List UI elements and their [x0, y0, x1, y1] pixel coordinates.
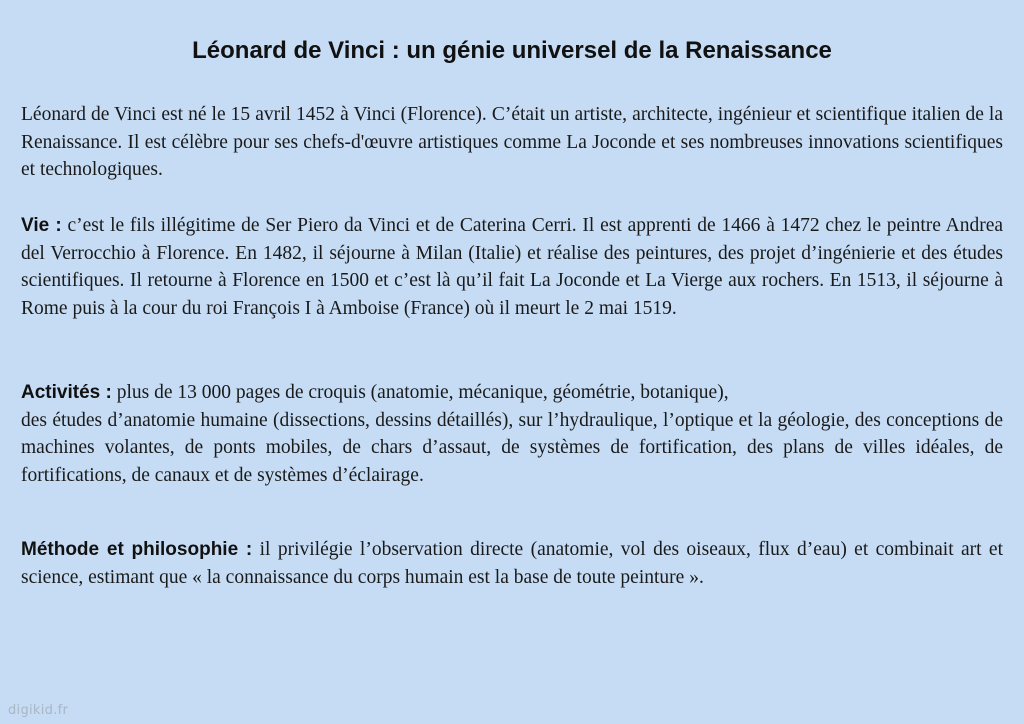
section-activites-text: plus de 13 000 pages de croquis (anatomie, mécanique, géométrie, botanique), — [111, 382, 729, 403]
section-activites-text-continued: des études d’anatomie humaine (dissections, dessins détaillés), sur l’hydraulique, l’optique et la géologie, des conceptions de machines volantes, de ponts mobiles, de chars d’assaut, de systèmes de fortification, des plans de villes idéales, de fortifications, de canaux et de systèmes d’éclairage. — [21, 409, 1003, 486]
section-vie-text: c’est le fils illégitime de Ser Piero da Vinci et de Caterina Cerri. Il est apprenti de 1466 à 1472 chez le peintre Andrea del Verrocchio à Florence. En 1482, il séjourne à Milan (Italie) et réalise des peintures, des projet d’ingénierie et des études scientifiques. Il retourne à Florence en 1500 et c’est là qu’il fait La Joconde et La Vierge aux rochers. En 1513, il séjourne à Rome puis à la cour du roi François I à Amboise (France) où il meurt le 2 mai 1519. — [21, 215, 1004, 319]
section-activites — [21, 379, 1003, 489]
section-vie — [21, 212, 1003, 322]
section-activites-label: Activités : — [21, 382, 112, 403]
section-vie-label: Vie : — [21, 215, 62, 236]
section-methode-text: il privilégie l’observation directe (anatomie, vol des oiseaux, flux d’eau) et combinait art et science, estimant que « la connaissance du corps humain est la base de toute peinture ». — [21, 539, 1003, 588]
page-title: Léonard de Vinci : un génie universel de la Renaissance — [192, 37, 832, 64]
watermark: digikid.fr — [8, 703, 69, 718]
section-methode-label: Méthode et philosophie : — [21, 539, 253, 560]
intro-paragraph: Léonard de Vinci est né le 15 avril 1452 à Vinci (Florence). C’était un artiste, architecte, ingénieur et scientifique italien de la Renaissance. Il est célèbre pour ses chefs-d'œuvre artistiques comme La Joconde et ses nombreuses innovations scientifiques et technologiques. — [21, 104, 1003, 180]
section-methode — [21, 536, 1003, 591]
